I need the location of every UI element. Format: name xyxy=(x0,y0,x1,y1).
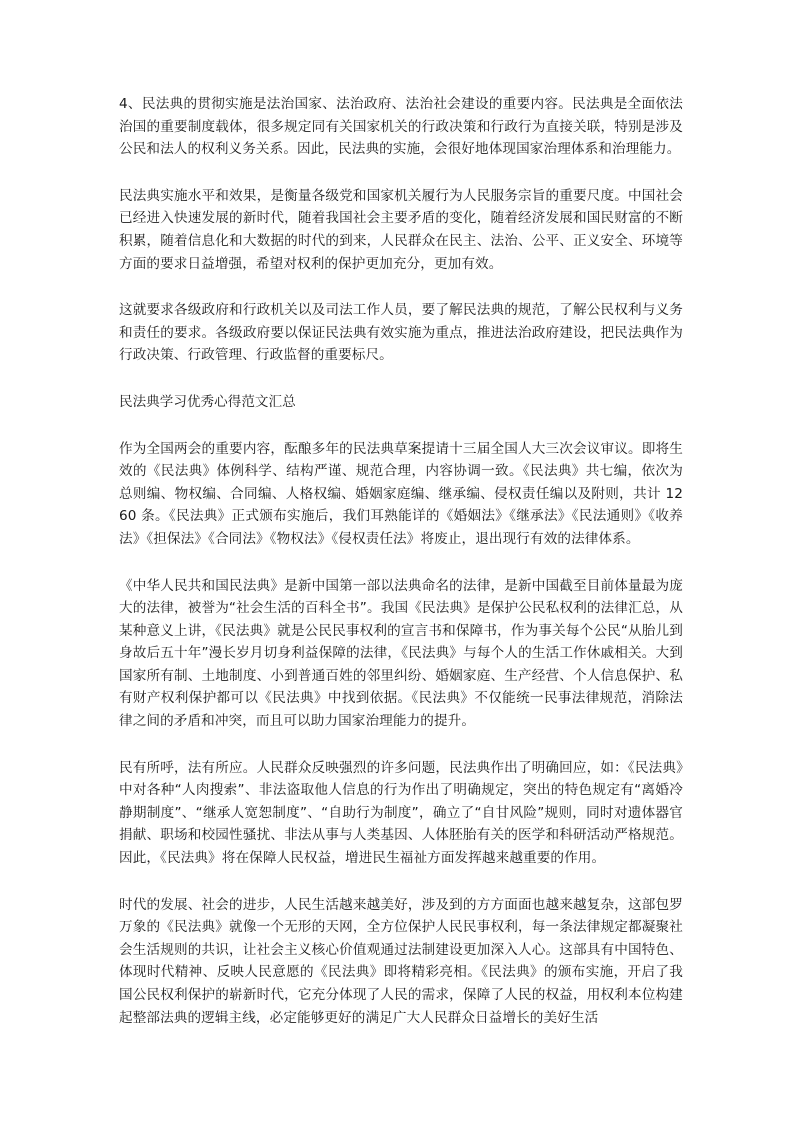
paragraph-5: 《中华人民共和国民法典》是新中国第一部以法典命名的法律，是新中国截至目前体量最为庞大的法律，被誉为“社会生活的百科全书”。我国《民法典》是保护公民私权利的法律汇总，从某种意义上讲，《民法典》就是公民民事权利的宣言书和保障书，作为事关每个公民“从胎儿到身故后五十年”漫长岁月切身利益保障的法律，《民法典》与每个人的生活工作休戚相关。大到国家所有制、土地制度、小到普通百姓的邻里纠纷、婚姻家庭、生产经营、个人信息保护、私有财产权利保护都可以《民法典》中找到依据。《民法典》不仅能统一民事法律规范，消除法律之间的矛盾和冲突，而且可以助力国家治理能力的提升。 xyxy=(119,577,683,730)
paragraph-7: 时代的发展、社会的进步，人民生活越来越美好，涉及到的方方面面也越来越复杂，这部包罗万象的《民法典》就像一个无形的天网，全方位保护人民民事权利，每一条法律规定都凝聚社会生活规则的共识，让社会主义核心价值观通过法制建设更加深入人心。这部具有中国特色、体现时代精神、反映人民意愿的《民法典》即将精彩亮相。《民法典》的颁布实施，开启了我国公民权利保护的崭新时代，它充分体现了人民的需求，保障了人民的权益，用权利本位构建起整部法典的逻辑主线，必定能够更好的满足广大人民群众日益增长的美好生活 xyxy=(119,896,683,1026)
paragraph-6: 民有所呼，法有所应。人民群众反映强烈的许多问题，民法典作出了明确回应，如：《民法典》中对各种“人肉搜索”、非法盗取他人信息的行为作出了明确规定，突出的特色规定有“离婚冷静期制度”、“继承人宽恕制度”、“自助行为制度”，确立了“自甘风险”规则，同时对遗体器官捐献、职场和校园性骚扰、非法从事与人类基因、人体胚胎有关的医学和科研活动严格规范。因此，《民法典》将在保障人民权益，增进民生福祉方面发挥越来越重要的作用。 xyxy=(119,759,683,867)
document-body xyxy=(119,93,683,1053)
paragraph-3: 这就要求各级政府和行政机关以及司法工作人员，要了解民法典的规范，了解公民权利与义务和责任的要求。各级政府要以保证民法典有效实施为重点，推进法治政府建设，把民法典作为行政决策、行政管理、行政监督的重要标尺。 xyxy=(119,302,683,364)
section-heading: 民法典学习优秀心得范文汇总 xyxy=(119,393,296,410)
paragraph-1: 4、民法典的贯彻实施是法治国家、法治政府、法治社会建设的重要内容。民法典是全面依法治国的重要制度载体，很多规定同有关国家机关的行政决策和行政行为直接关联，特别是涉及公民和法人的权利义务关系。因此，民法典的实施，会很好地体现国家治理体系和治理能力。 xyxy=(119,96,683,158)
paragraph-4: 作为全国两会的重要内容，酝酿多年的民法典草案提请十三届全国人大三次会议审议。即将生效的《民法典》体例科学、结构严谨、规范合理，内容协调一致。《民法典》共七编，依次为总则编、物权编、合同编、人格权编、婚姻家庭编、继承编、侵权责任编以及附则，共计 1260 条。《民法典》正式颁布实施后，我们耳熟能详的《婚姻法》《继承法》《民法通则》《收养法》《担保法》《合同法》《物权法》《侵权责任法》将废止，退出现行有效的法律体系。 xyxy=(119,440,683,547)
paragraph-2: 民法典实施水平和效果，是衡量各级党和国家机关履行为人民服务宗旨的重要尺度。中国社会已经进入快速发展的新时代，随着我国社会主要矛盾的变化，随着经济发展和国民财富的不断积累，随着信息化和大数据的时代的到来，人民群众在民主、法治、公平、正义安全、环境等方面的要求日益增强，希望对权利的保护更加充分，更加有效。 xyxy=(119,187,683,272)
